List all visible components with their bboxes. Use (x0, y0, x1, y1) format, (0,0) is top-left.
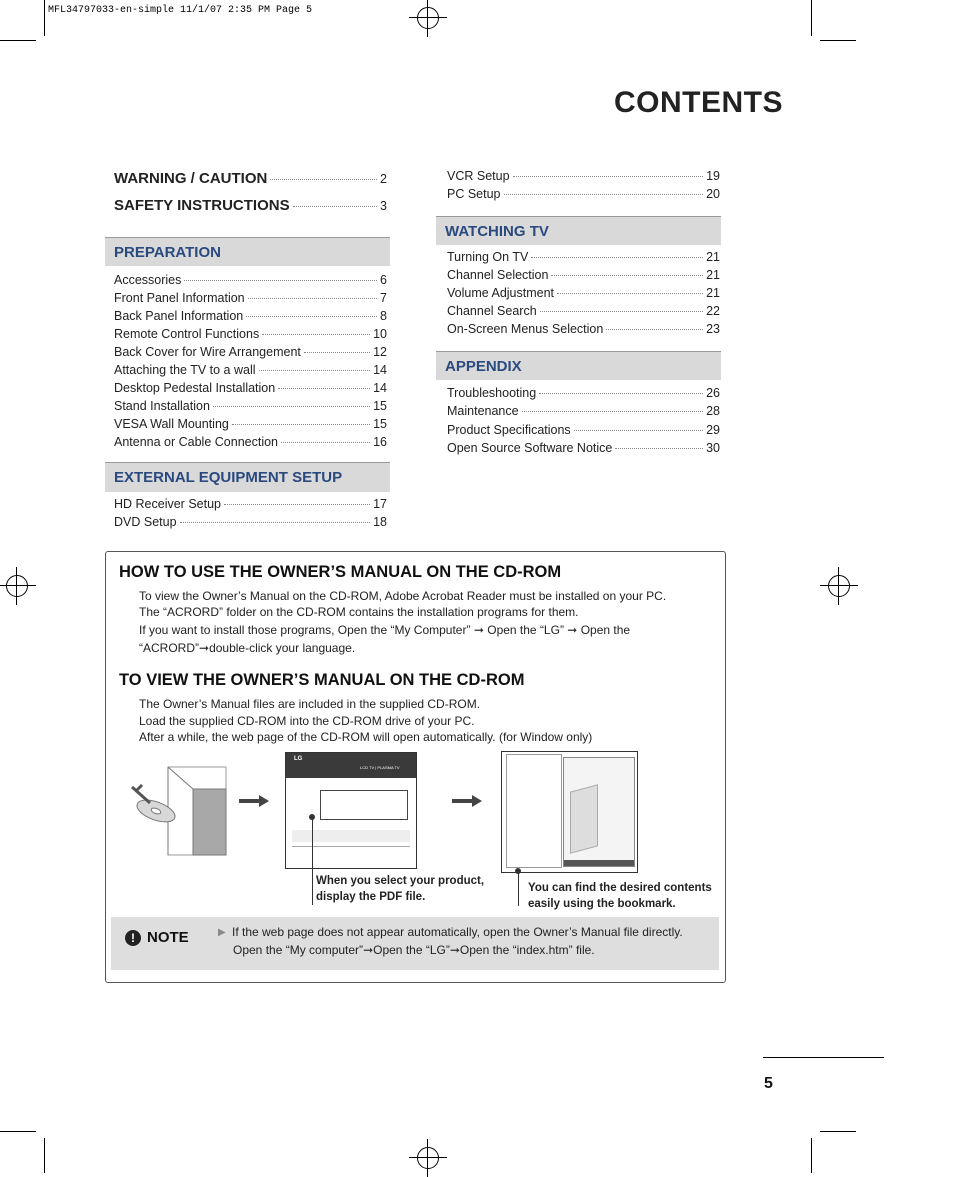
toc-entry-safety[interactable]: SAFETY INSTRUCTIONS 3 (114, 197, 387, 214)
view-line-1: The Owner’s Manual files are included in the supplied CD-ROM. (139, 697, 481, 711)
toc-entry[interactable]: VESA Wall Mounting 15 (114, 417, 387, 431)
toc-entry[interactable]: Back Panel Information 8 (114, 309, 387, 323)
note-label: NOTE (147, 929, 189, 946)
toc-entry[interactable]: HD Receiver Setup 17 (114, 497, 387, 511)
crop-mark (0, 40, 36, 41)
how-line-2: The “ACRORD” folder on the CD-ROM contains the installation programs for them. (139, 605, 579, 619)
toc-entry[interactable]: Back Cover for Wire Arrangement 12 (114, 345, 387, 359)
caption-bookmark: You can find the desired contents easily using the bookmark. (528, 882, 712, 910)
triangle-bullet-icon: ▶ (218, 927, 226, 938)
cd-drive-illustration (128, 765, 228, 857)
note-line-2: Open the “My computer”➞Open the “LG”➞Open the “index.htm” file. (233, 943, 595, 957)
toc-entry[interactable]: Product Specifications 29 (447, 422, 720, 437)
toc-entry[interactable]: Channel Selection 21 (447, 268, 720, 282)
registration-mark (417, 7, 439, 29)
web-page-screenshot (285, 752, 417, 869)
toc-entry[interactable]: Channel Search 22 (447, 304, 720, 318)
document-page (563, 757, 635, 867)
toc-entry[interactable]: PC Setup 20 (447, 187, 720, 201)
crop-mark (820, 1131, 856, 1132)
right-arrow-icon (452, 795, 482, 807)
toc-entry[interactable]: Front Panel Information 7 (114, 291, 387, 305)
crop-mark (811, 0, 812, 36)
screen-header-bar (286, 753, 416, 778)
registration-mark (6, 575, 28, 597)
exclamation-icon: ! (125, 930, 141, 946)
print-header: MFL34797033-en-simple 11/1/07 2:35 PM Page 5 (48, 5, 313, 16)
toc-entry[interactable]: Stand Installation 15 (114, 399, 387, 413)
toc-entry[interactable]: DVD Setup 18 (114, 515, 387, 529)
pdf-viewer-screenshot (501, 751, 638, 873)
crop-mark (0, 1131, 36, 1132)
callout-line (518, 870, 519, 906)
how-line-3: If you want to install those programs, Open the “My Computer” ➞ Open the “LG” ➞ Open the (139, 623, 631, 637)
toc-entry[interactable]: Antenna or Cable Connection 16 (114, 435, 387, 449)
toc-entry[interactable]: On-Screen Menus Selection 23 (447, 322, 720, 336)
registration-mark (828, 575, 850, 597)
how-line-4: “ACRORD”➞double-click your language. (139, 641, 356, 655)
how-line-1: To view the Owner’s Manual on the CD-ROM, Adobe Acrobat Reader must be installed on your PC. (139, 589, 667, 603)
to-view-heading: TO VIEW THE OWNER’S MANUAL ON THE CD-ROM (119, 671, 525, 689)
section-heading-appendix: APPENDIX (436, 351, 721, 380)
toc-entry[interactable]: Open Source Software Notice 30 (447, 440, 720, 455)
toc-entry[interactable]: Remote Control Functions 10 (114, 327, 387, 341)
toc-entry-warning[interactable]: WARNING / CAUTION 2 (114, 170, 387, 187)
section-heading-external: EXTERNAL EQUIPMENT SETUP (105, 462, 390, 492)
footer-rule (763, 1057, 884, 1058)
arrow-icon: ➞ (199, 641, 210, 655)
arrow-icon: ➞ (473, 623, 484, 637)
toc-entry[interactable]: Troubleshooting 26 (447, 386, 720, 400)
view-line-2: Load the supplied CD-ROM into the CD-ROM drive of your PC. (139, 714, 475, 728)
crop-mark (820, 40, 856, 41)
bookmark-panel (506, 754, 562, 868)
right-arrow-icon (239, 795, 269, 807)
lg-logo: LG (294, 756, 303, 762)
caption-select-product: When you select your product, display the PDF file. (316, 875, 485, 903)
toc-entry[interactable]: Accessories 6 (114, 273, 387, 287)
screen-banner: LCD TV | PLASMA TV (360, 765, 400, 770)
toc-entry[interactable]: Turning On TV 21 (447, 250, 720, 264)
toc-entry[interactable]: Desktop Pedestal Installation 14 (114, 381, 387, 395)
crop-mark (44, 0, 45, 36)
registration-mark (417, 1147, 439, 1169)
section-heading-preparation: PREPARATION (105, 237, 390, 266)
toc-entry[interactable]: Attaching the TV to a wall 14 (114, 363, 387, 377)
toc-entry[interactable]: VCR Setup 19 (447, 169, 720, 183)
arrow-icon: ➞ (449, 943, 460, 957)
toc-entry[interactable]: Volume Adjustment 21 (447, 286, 720, 300)
page-title: CONTENTS (614, 86, 783, 119)
note-line-1: If the web page does not appear automatically, open the Owner’s Manual file directly. (232, 925, 683, 939)
page-number: 5 (764, 1075, 773, 1092)
how-to-use-heading: HOW TO USE THE OWNER’S MANUAL ON THE CD-ROM (119, 563, 562, 581)
arrow-icon: ➞ (363, 943, 374, 957)
section-heading-watching: WATCHING TV (436, 216, 721, 245)
crop-mark (44, 1138, 45, 1173)
callout-dot (515, 868, 521, 874)
callout-dot (309, 814, 315, 820)
crop-mark (811, 1138, 812, 1173)
toc-entry[interactable]: Maintenance 28 (447, 404, 720, 419)
view-line-3: After a while, the web page of the CD-ROM will open automatically. (for Window only) (139, 730, 593, 744)
callout-line (312, 817, 313, 905)
arrow-icon: ➞ (567, 623, 578, 637)
